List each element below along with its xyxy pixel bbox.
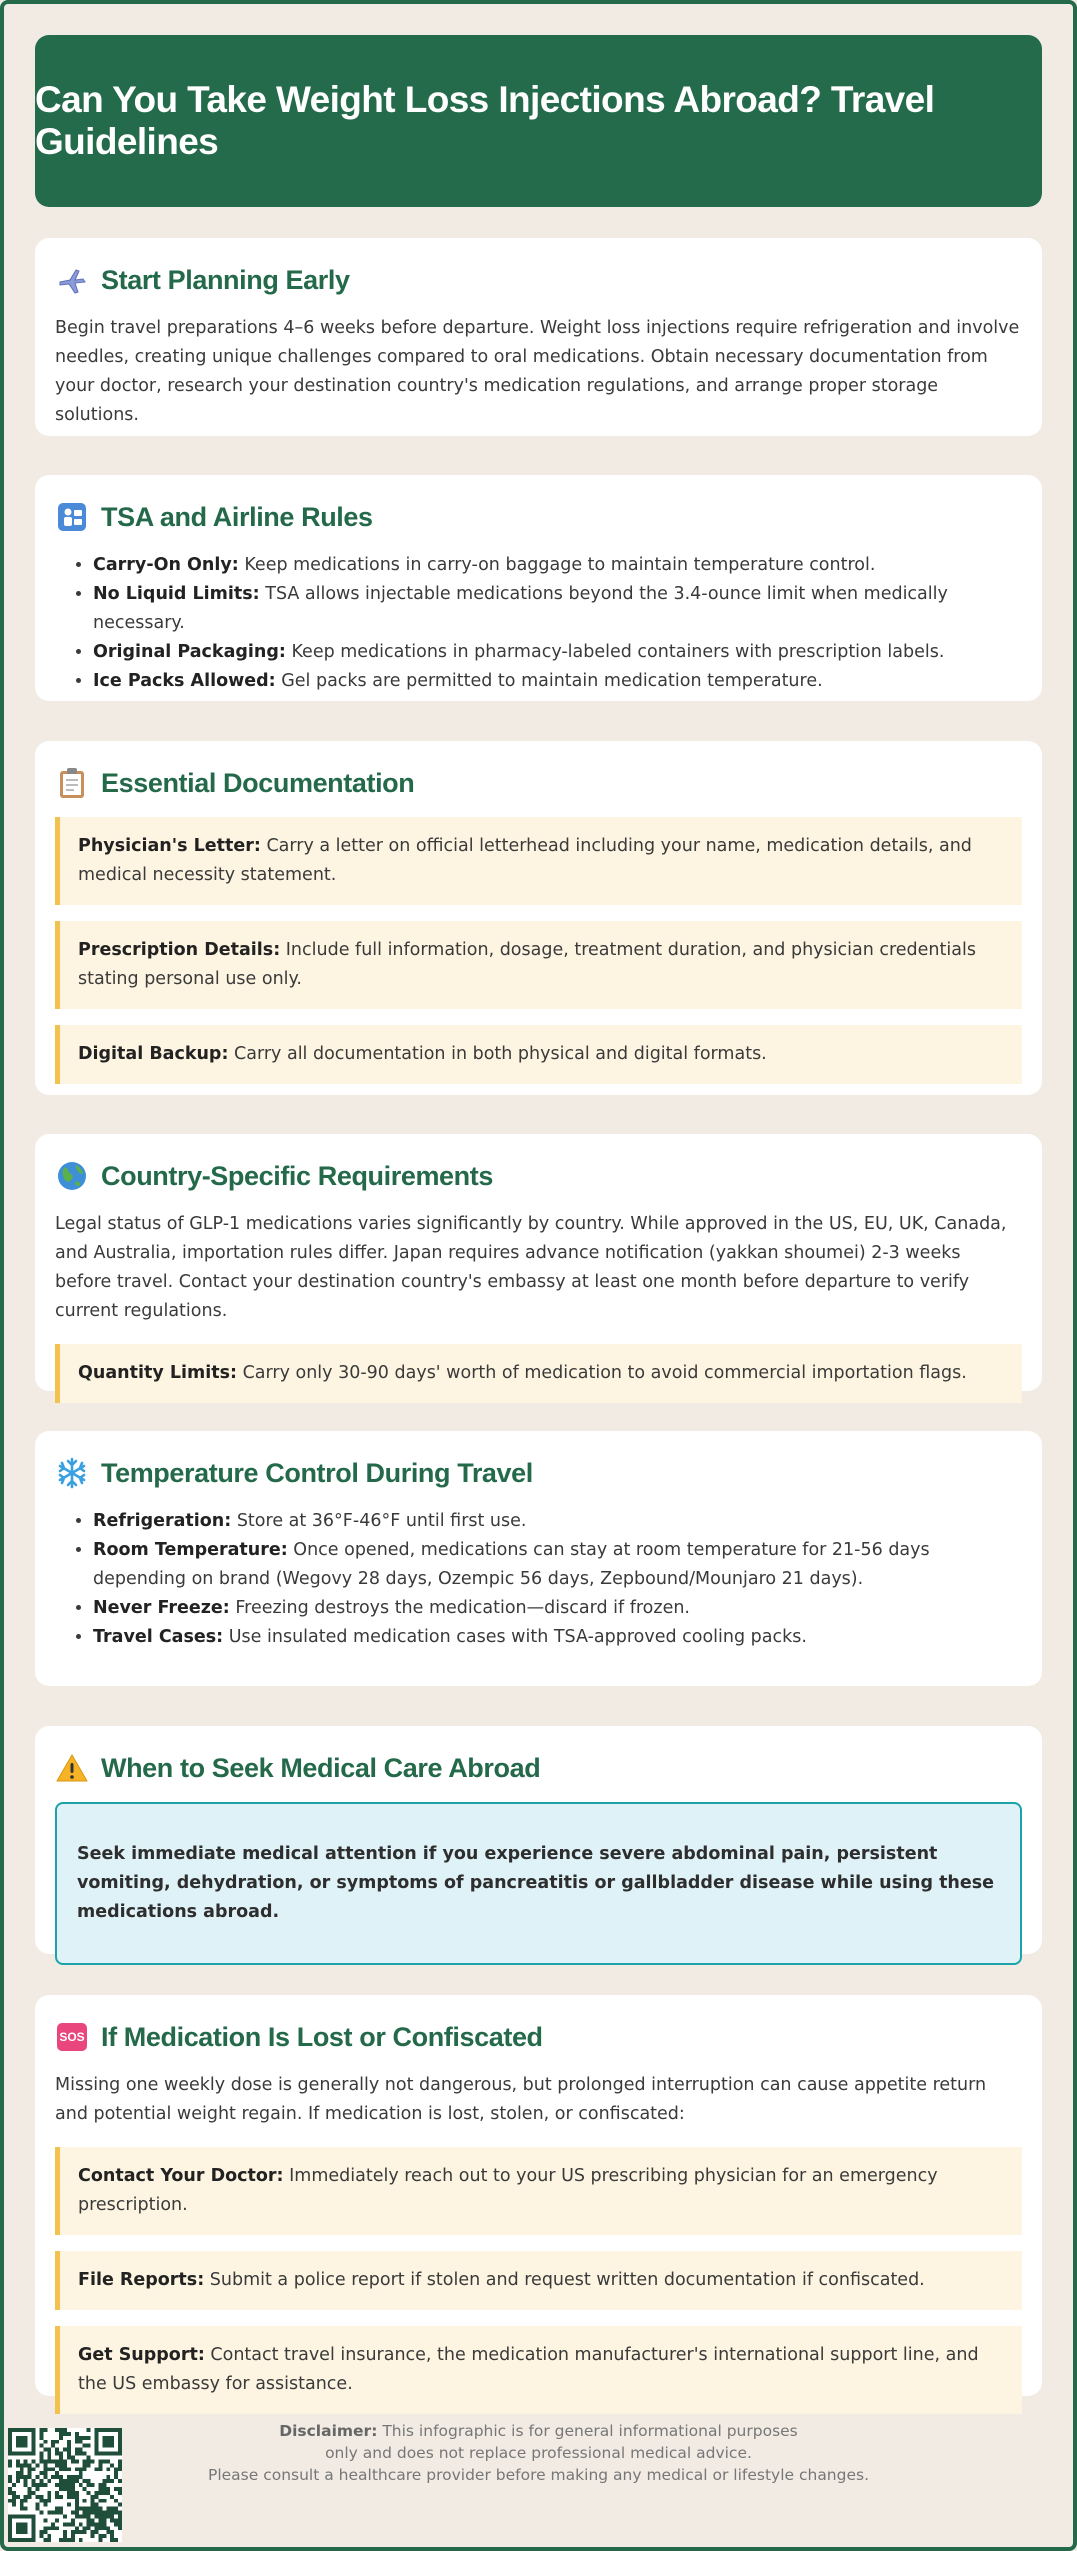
note-digital-backup: Digital Backup: Carry all documentation in both physical and digital formats. [55,1025,1022,1084]
card-documentation [35,741,1042,1095]
list-item: • Ice Packs Allowed: Gel packs are permitted to maintain medication temperature. [93,667,1022,696]
card-country [35,1134,1042,1391]
card-text: Legal status of GLP-1 medications varies significantly by country. While approved in the US, EU, UK, Canada, and Australia, importation rules differ. Japan requires advance notification (yakkan shoumei) 2-3 weeks before travel. Contact your destination country's embassy at least one month before departure to verify current regulations. [55,1214,1007,1321]
list-item: • No Liquid Limits: TSA allows injectable medications beyond the 3.4-ounce limit when medically necessary. [93,580,1022,638]
card-header [55,1156,1022,1196]
card-lost-medication [35,1995,1042,2396]
list-item: • Never Freeze: Freezing destroys the medication—discard if frozen. [93,1594,1022,1623]
list-item: • Travel Cases: Use insulated medication cases with TSA-approved cooling packs. [93,1623,1022,1652]
card-tsa [35,475,1042,701]
card-title: If Medication Is Lost or Confiscated [101,2021,543,2052]
note-contact-doctor: Contact Your Doctor: Immediately reach out to your US prescribing physician for an emergency prescription. [55,2147,1022,2235]
warning-icon [55,1751,89,1785]
list-item: • Refrigeration: Store at 36°F-46°F until first use. [93,1507,1022,1536]
tsa-rules-list [55,551,1022,696]
card-planning [35,238,1042,436]
note-prescription-details: Prescription Details: Include full information, dosage, treatment duration, and physician credentials stating personal use only. [55,921,1022,1009]
page-title: Can You Take Weight Loss Injections Abroad? Travel Guidelines [35,79,935,162]
globe-icon [55,1159,89,1193]
title-banner [35,35,1042,207]
clipboard-icon [55,766,89,800]
card-title: Essential Documentation [101,767,415,798]
card-title: Start Planning Early [101,264,350,295]
card-header [55,260,1022,300]
note-physician-letter: Physician's Letter: Carry a letter on official letterhead including your name, medication details, and medical necessity statement. [55,817,1022,905]
card-temperature [35,1431,1042,1686]
card-title: When to Seek Medical Care Abroad [101,1752,541,1783]
card-text: Missing one weekly dose is generally not dangerous, but prolonged interruption can cause appetite return and potential weight regain. If medication is lost, stolen, or confiscated: [55,2075,987,2124]
snowflake-icon [55,1456,89,1490]
card-header [55,497,1022,537]
list-item: • Carry-On Only: Keep medications in carry-on baggage to maintain temperature control. [93,551,1022,580]
card-title: Temperature Control During Travel [101,1457,533,1488]
card-text: Begin travel preparations 4–6 weeks before departure. Weight loss injections require refrigeration and involve needles, creating unique challenges compared to oral medications. Obtain necessary documentation from your doctor, research your destination country's medication regulations, and arrange proper storage solutions. [55,318,1020,425]
sos-icon: SOS [55,2020,89,2054]
list-item: • Original Packaging: Keep medications in pharmacy-labeled containers with prescription labels. [93,638,1022,667]
card-header [55,1453,1022,1493]
passport-control-icon [55,500,89,534]
card-header [55,763,1022,803]
note-quantity-limits: Quantity Limits: Carry only 30-90 days' worth of medication to avoid commercial importation flags. [55,1344,1022,1403]
temperature-list [55,1507,1022,1652]
disclaimer: Disclaimer: This infographic is for general informational purposes only and does not replace professional medical advice. Please consult a healthcare provider before making any medical or lifestyle changes. [207,2422,870,2484]
airplane-icon [55,263,89,297]
card-title: Country-Specific Requirements [101,1160,493,1191]
card-header [55,2017,1022,2057]
note-file-reports: File Reports: Submit a police report if stolen and request written documentation if confiscated. [55,2251,1022,2310]
card-medical-care [35,1726,1042,1954]
list-item: • Room Temperature: Once opened, medications can stay at room temperature for 21-56 days depending on brand (Wegovy 28 days, Ozempic 56 days, Zepbound/Mounjaro 21 days). [93,1536,1022,1594]
note-get-support: Get Support: Contact travel insurance, the medication manufacturer's international support line, and the US embassy for assistance. [55,2326,1022,2414]
card-title: TSA and Airline Rules [101,501,373,532]
card-header [55,1748,1022,1788]
medical-alert-box: Seek immediate medical attention if you experience severe abdominal pain, persistent vomiting, dehydration, or symptoms of pancreatitis or gallbladder disease while using these medications abroad. [55,1802,1022,1965]
